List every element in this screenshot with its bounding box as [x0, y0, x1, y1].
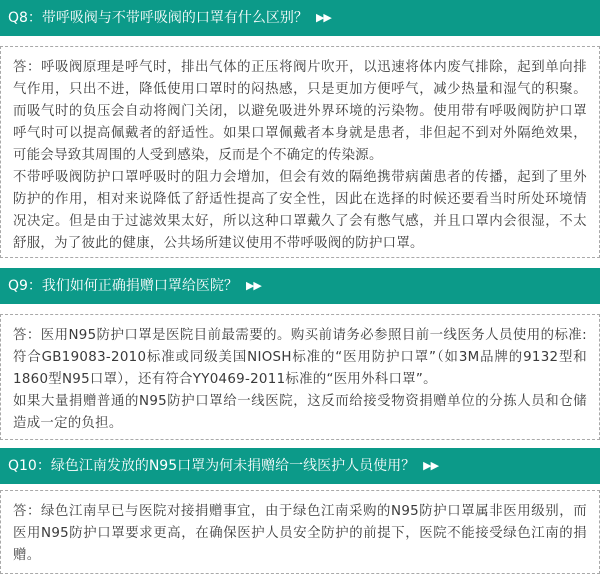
- answer-paragraph: 答：绿色江南早已与医院对接捐赠事宜，由于绿色江南采购的N95防护口罩属非医用级别，而医用N95防护口罩要求更高，在确保医护人员安全防护的前提下，医院不能接受绿色江南的捐赠。: [13, 504, 587, 563]
- double-play-arrow-icon: ▶▶: [315, 11, 331, 24]
- answer-paragraph: 答：医用N95防护口罩是医院目前最需要的。购买前请务必参照目前一线医务人员使用的标准: 符合GB19083-2010标准或同级美国NIOSH标准的“医用防护口罩”（如3M品牌的9132型和1860型N95口罩），还有符合YY0469-2011标准的“医用外科口罩”。: [13, 328, 587, 387]
- answer-box-q8: [0, 46, 600, 258]
- answer-box-q10: [0, 490, 600, 574]
- answer-paragraph: 如果大量捐赠普通的N95防护口罩给一线医院，这反而给接受物资捐赠单位的分拣人员和仓储造成一定的负担。: [13, 394, 587, 431]
- question-header-q10: [0, 448, 600, 484]
- question-text: Q9：我们如何正确捐赠口罩给医院？: [8, 278, 238, 294]
- question-header-q9: [0, 268, 600, 304]
- double-play-arrow-icon: ▶▶: [245, 279, 261, 292]
- question-text: Q8：带呼吸阀与不带呼吸阀的口罩有什么区别？: [8, 10, 308, 26]
- question-text: Q10：绿色江南发放的N95口罩为何未捐赠给一线医护人员使用？: [8, 458, 416, 474]
- answer-box-q9: [0, 314, 600, 440]
- answer-paragraph: 不带呼吸阀防护口罩呼吸时的阻力会增加，但会有效的隔绝携带病菌患者的传播，起到了里外防护的作用，相对来说降低了舒适性提高了安全性，因此在选择的时候还要看当时所处环境情况决定。但是由于过滤效果太好，所以这种口罩戴久了会有憋气感，并且口罩内会很湿，不太舒服，为了彼此的健康，公共场所建议使用不带呼吸阀的防护口罩。: [13, 170, 587, 251]
- answer-paragraph: 答：呼吸阀原理是呼气时，排出气体的正压将阀片吹开，以迅速将体内废气排除，起到单向排气作用，只出不进，降低使用口罩时的闷热感，只是更加方便呼气，减少热量和湿气的积聚。而吸气时的负压会自动将阀门关闭，以避免吸进外界环境的污染物。使用带有呼吸阀防护口罩呼气时可以提高佩戴者的舒适性。如果口罩佩戴者本身就是患者，非但起不到对外隔绝效果，可能会导致其周围的人受到感染，反而是个不确定的传染源。: [13, 60, 587, 163]
- double-play-arrow-icon: ▶▶: [423, 459, 439, 472]
- question-header-q8: [0, 0, 600, 36]
